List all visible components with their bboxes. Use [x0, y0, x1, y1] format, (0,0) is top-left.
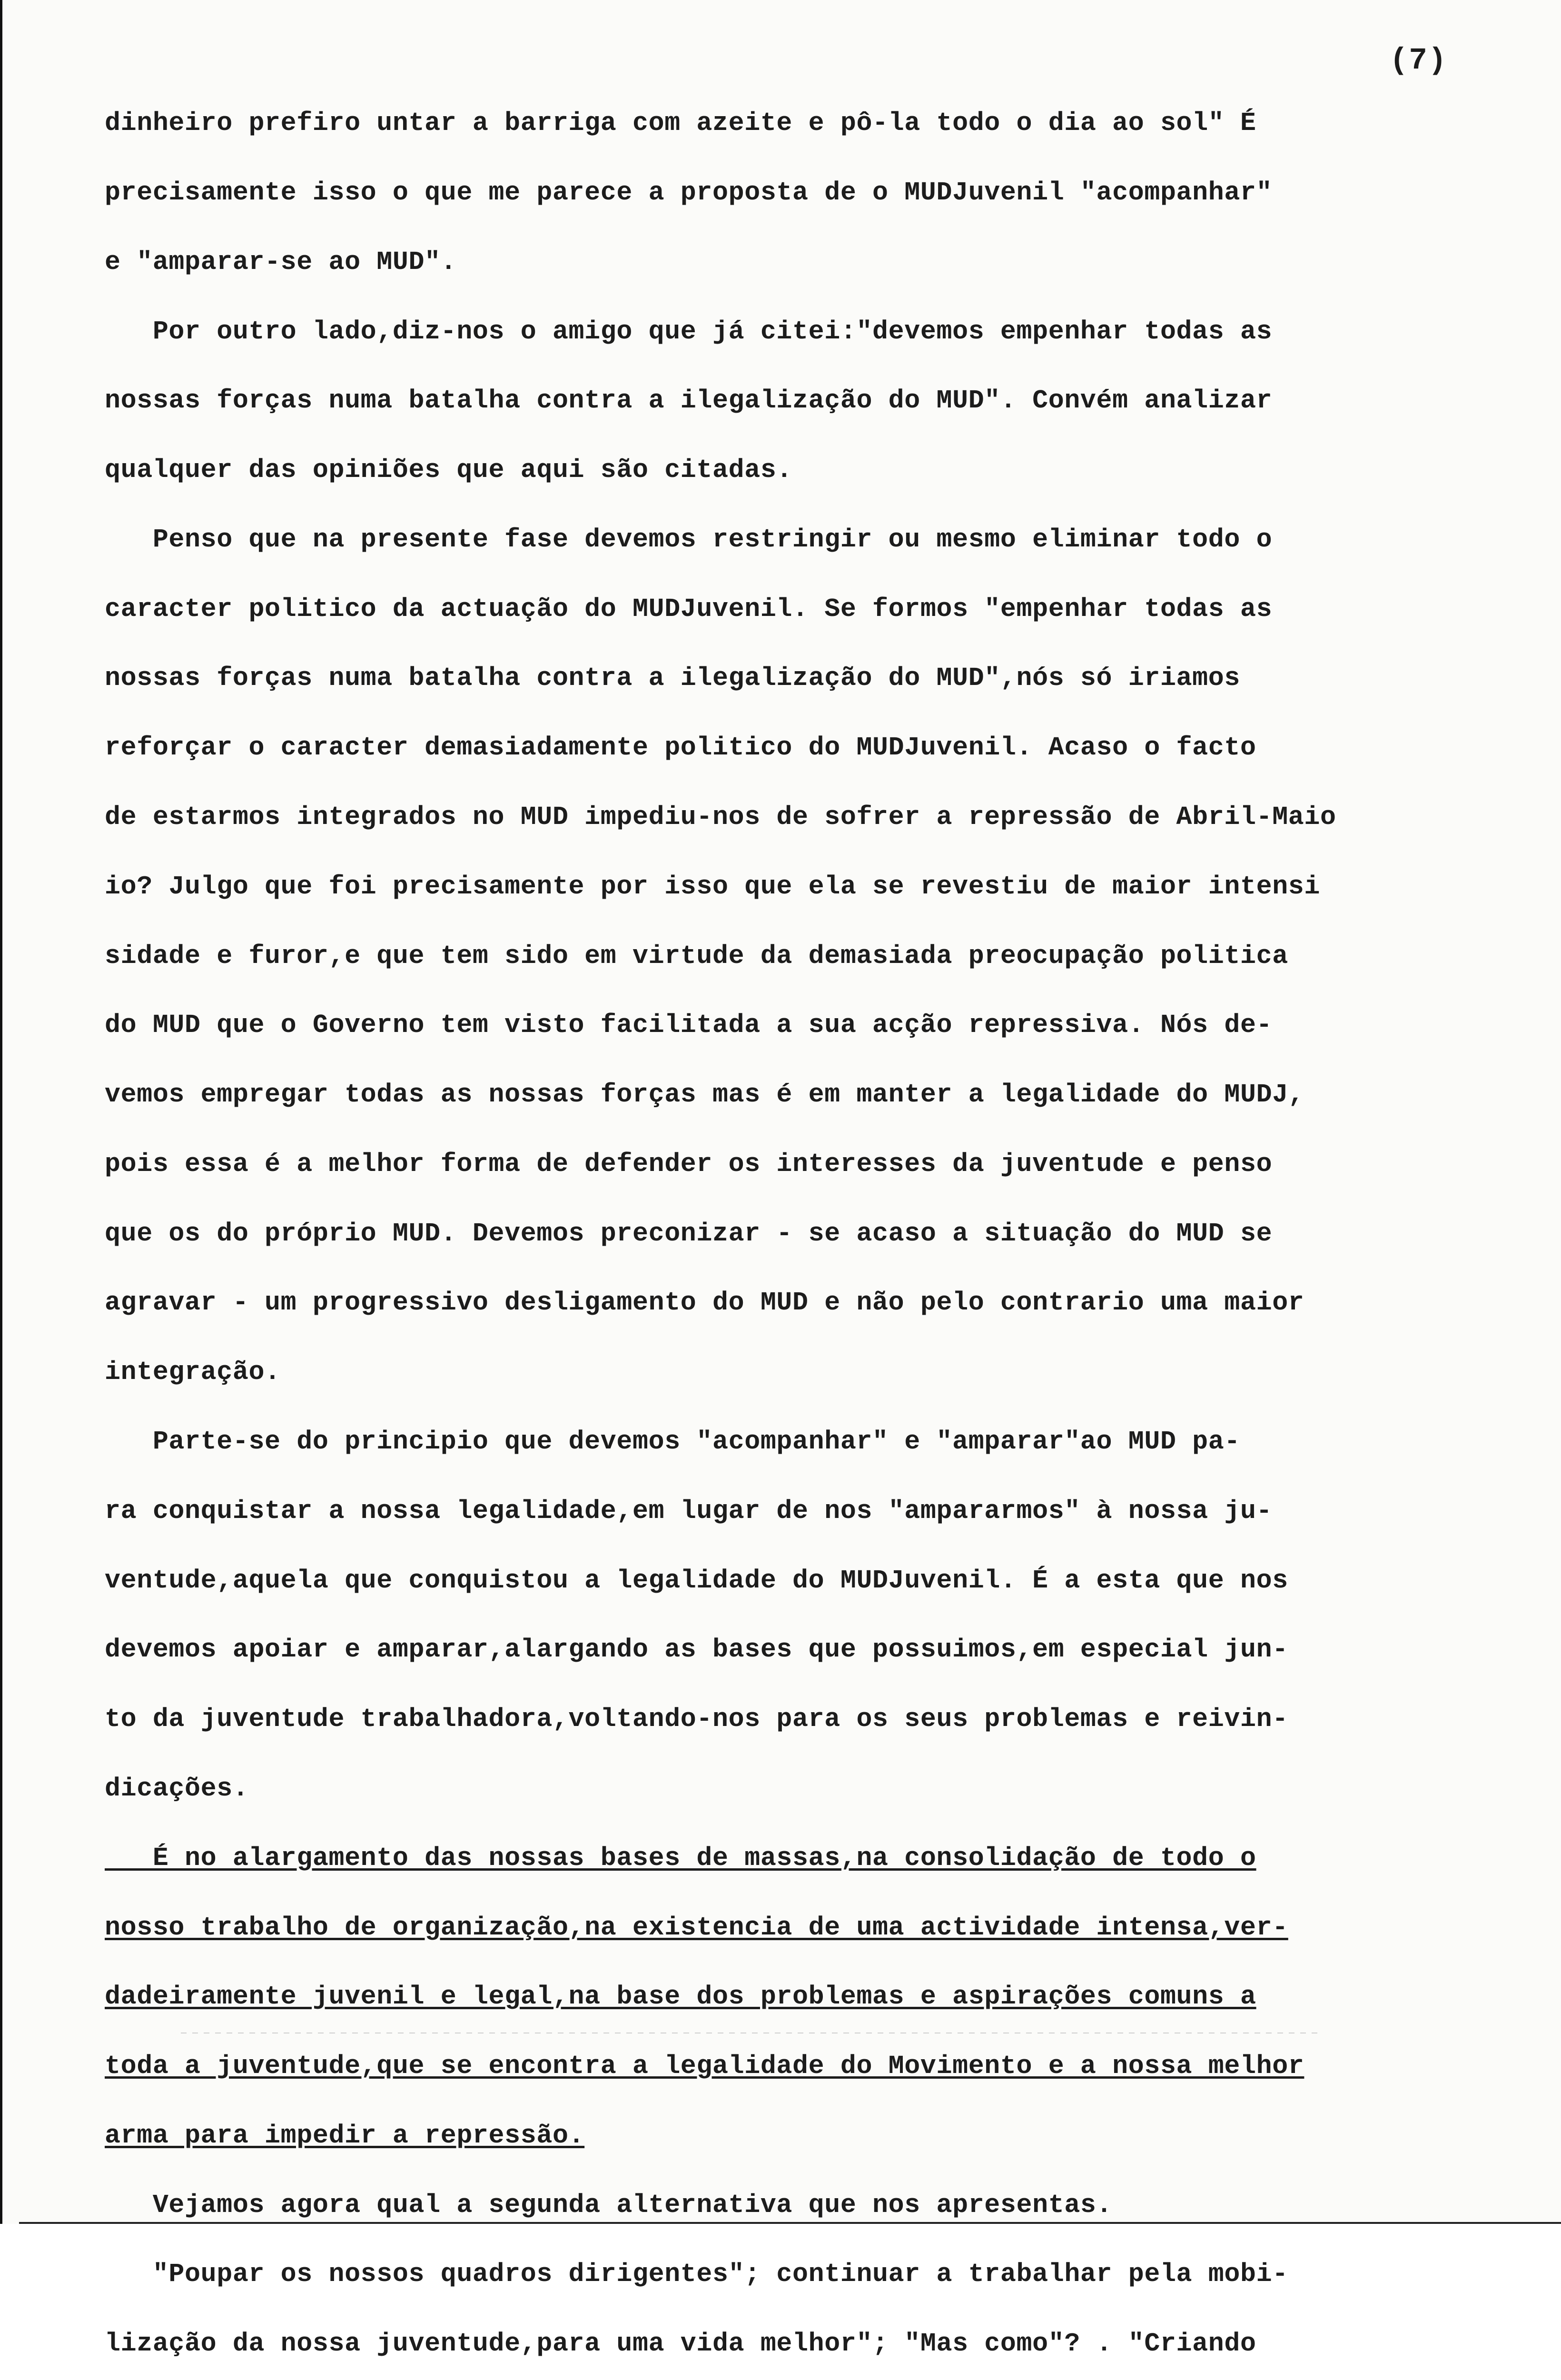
text-line: dicações.: [105, 1773, 249, 1804]
text-line: dinheiro prefiro untar a barriga com azeite e pô-la todo o dia ao sol" É: [105, 108, 1256, 139]
text-line: nossas forças numa batalha contra a ilegalização do MUD". Convém analizar: [105, 386, 1273, 416]
page-left-edge: [0, 0, 2, 2224]
text-line: vemos empregar todas as nossas forças mas é em manter a legalidade do MUDJ,: [105, 1080, 1304, 1110]
text-line: io? Julgo que foi precisamente por isso que ela se revestiu de maior intensi: [105, 871, 1321, 902]
text-line: "Poupar os nossos quadros dirigentes"; continuar a trabalhar pela mobi-: [105, 2259, 1288, 2290]
text-line: de estarmos integrados no MUD impediu-nos de sofrer a repressão de Abril-Maio: [105, 802, 1336, 832]
text-line: pois essa é a melhor forma de defender os interesses da juventude e penso: [105, 1149, 1273, 1179]
underlined-line: arma para impedir a repressão.: [105, 2120, 585, 2151]
text-line: agravar - um progressivo desligamento do MUD e não pelo contrario uma maior: [105, 1288, 1304, 1318]
text-line: qualquer das opiniões que aqui são citadas.: [105, 455, 793, 486]
text-line: sidade e furor,e que tem sido em virtude da demasiada preocupação politica: [105, 941, 1288, 971]
underlined-line: É no alargamento das nossas bases de massas,na consolidação de todo o: [105, 1843, 1256, 1873]
text-line: nossas forças numa batalha contra a ilegalização do MUD",nós só iriamos: [105, 663, 1240, 694]
underlined-line: nosso trabalho de organização,na existencia de uma actividade intensa,ver-: [105, 1912, 1288, 1943]
text-line: ra conquistar a nossa legalidade,em lugar de nos "ampararmos" à nossa ju-: [105, 1496, 1273, 1526]
text-line: Parte-se do principio que devemos "acompanhar" e "amparar"ao MUD pa-: [105, 1427, 1240, 1457]
text-line: Por outro lado,diz-nos o amigo que já citei:"devemos empenhar todas as: [105, 316, 1273, 347]
text-line: reforçar o caracter demasiadamente politico do MUDJuvenil. Acaso o facto: [105, 733, 1256, 763]
text-line: lização da nossa juventude,para uma vida melhor"; "Mas como"? . "Criando: [105, 2329, 1256, 2359]
page-number: (7): [1390, 44, 1448, 78]
underlined-line: toda a juventude,que se encontra a legalidade do Movimento e a nossa melhor: [105, 2051, 1304, 2082]
text-line: devemos apoiar e amparar,alargando as bases que possuimos,em especial jun-: [105, 1635, 1288, 1665]
text-line: precisamente isso o que me parece a proposta de o MUDJuvenil "acompanhar": [105, 177, 1273, 208]
text-line: Vejamos agora qual a segunda alternativa que nos apresentas.: [105, 2190, 1113, 2220]
text-line: to da juventude trabalhadora,voltando-nos para os seus problemas e reivin-: [105, 1704, 1288, 1735]
text-line: Penso que na presente fase devemos restringir ou mesmo eliminar todo o: [105, 524, 1273, 555]
text-line: que os do próprio MUD. Devemos preconizar - se acaso a situação do MUD se: [105, 1218, 1273, 1249]
text-line: ventude,aquela que conquistou a legalidade do MUDJuvenil. É a esta que nos: [105, 1565, 1288, 1596]
text-line: do MUD que o Governo tem visto facilitada a sua acção repressiva. Nós de-: [105, 1010, 1273, 1041]
text-line: integração.: [105, 1357, 281, 1388]
text-line: caracter politico da actuação do MUDJuvenil. Se formos "empenhar todas as: [105, 594, 1273, 624]
text-line: e "amparar-se ao MUD".: [105, 247, 457, 277]
page-bottom-edge: [19, 2222, 1561, 2224]
underlined-line: dadeiramente juvenil e legal,na base dos problemas e aspirações comuns a: [105, 1982, 1256, 2012]
